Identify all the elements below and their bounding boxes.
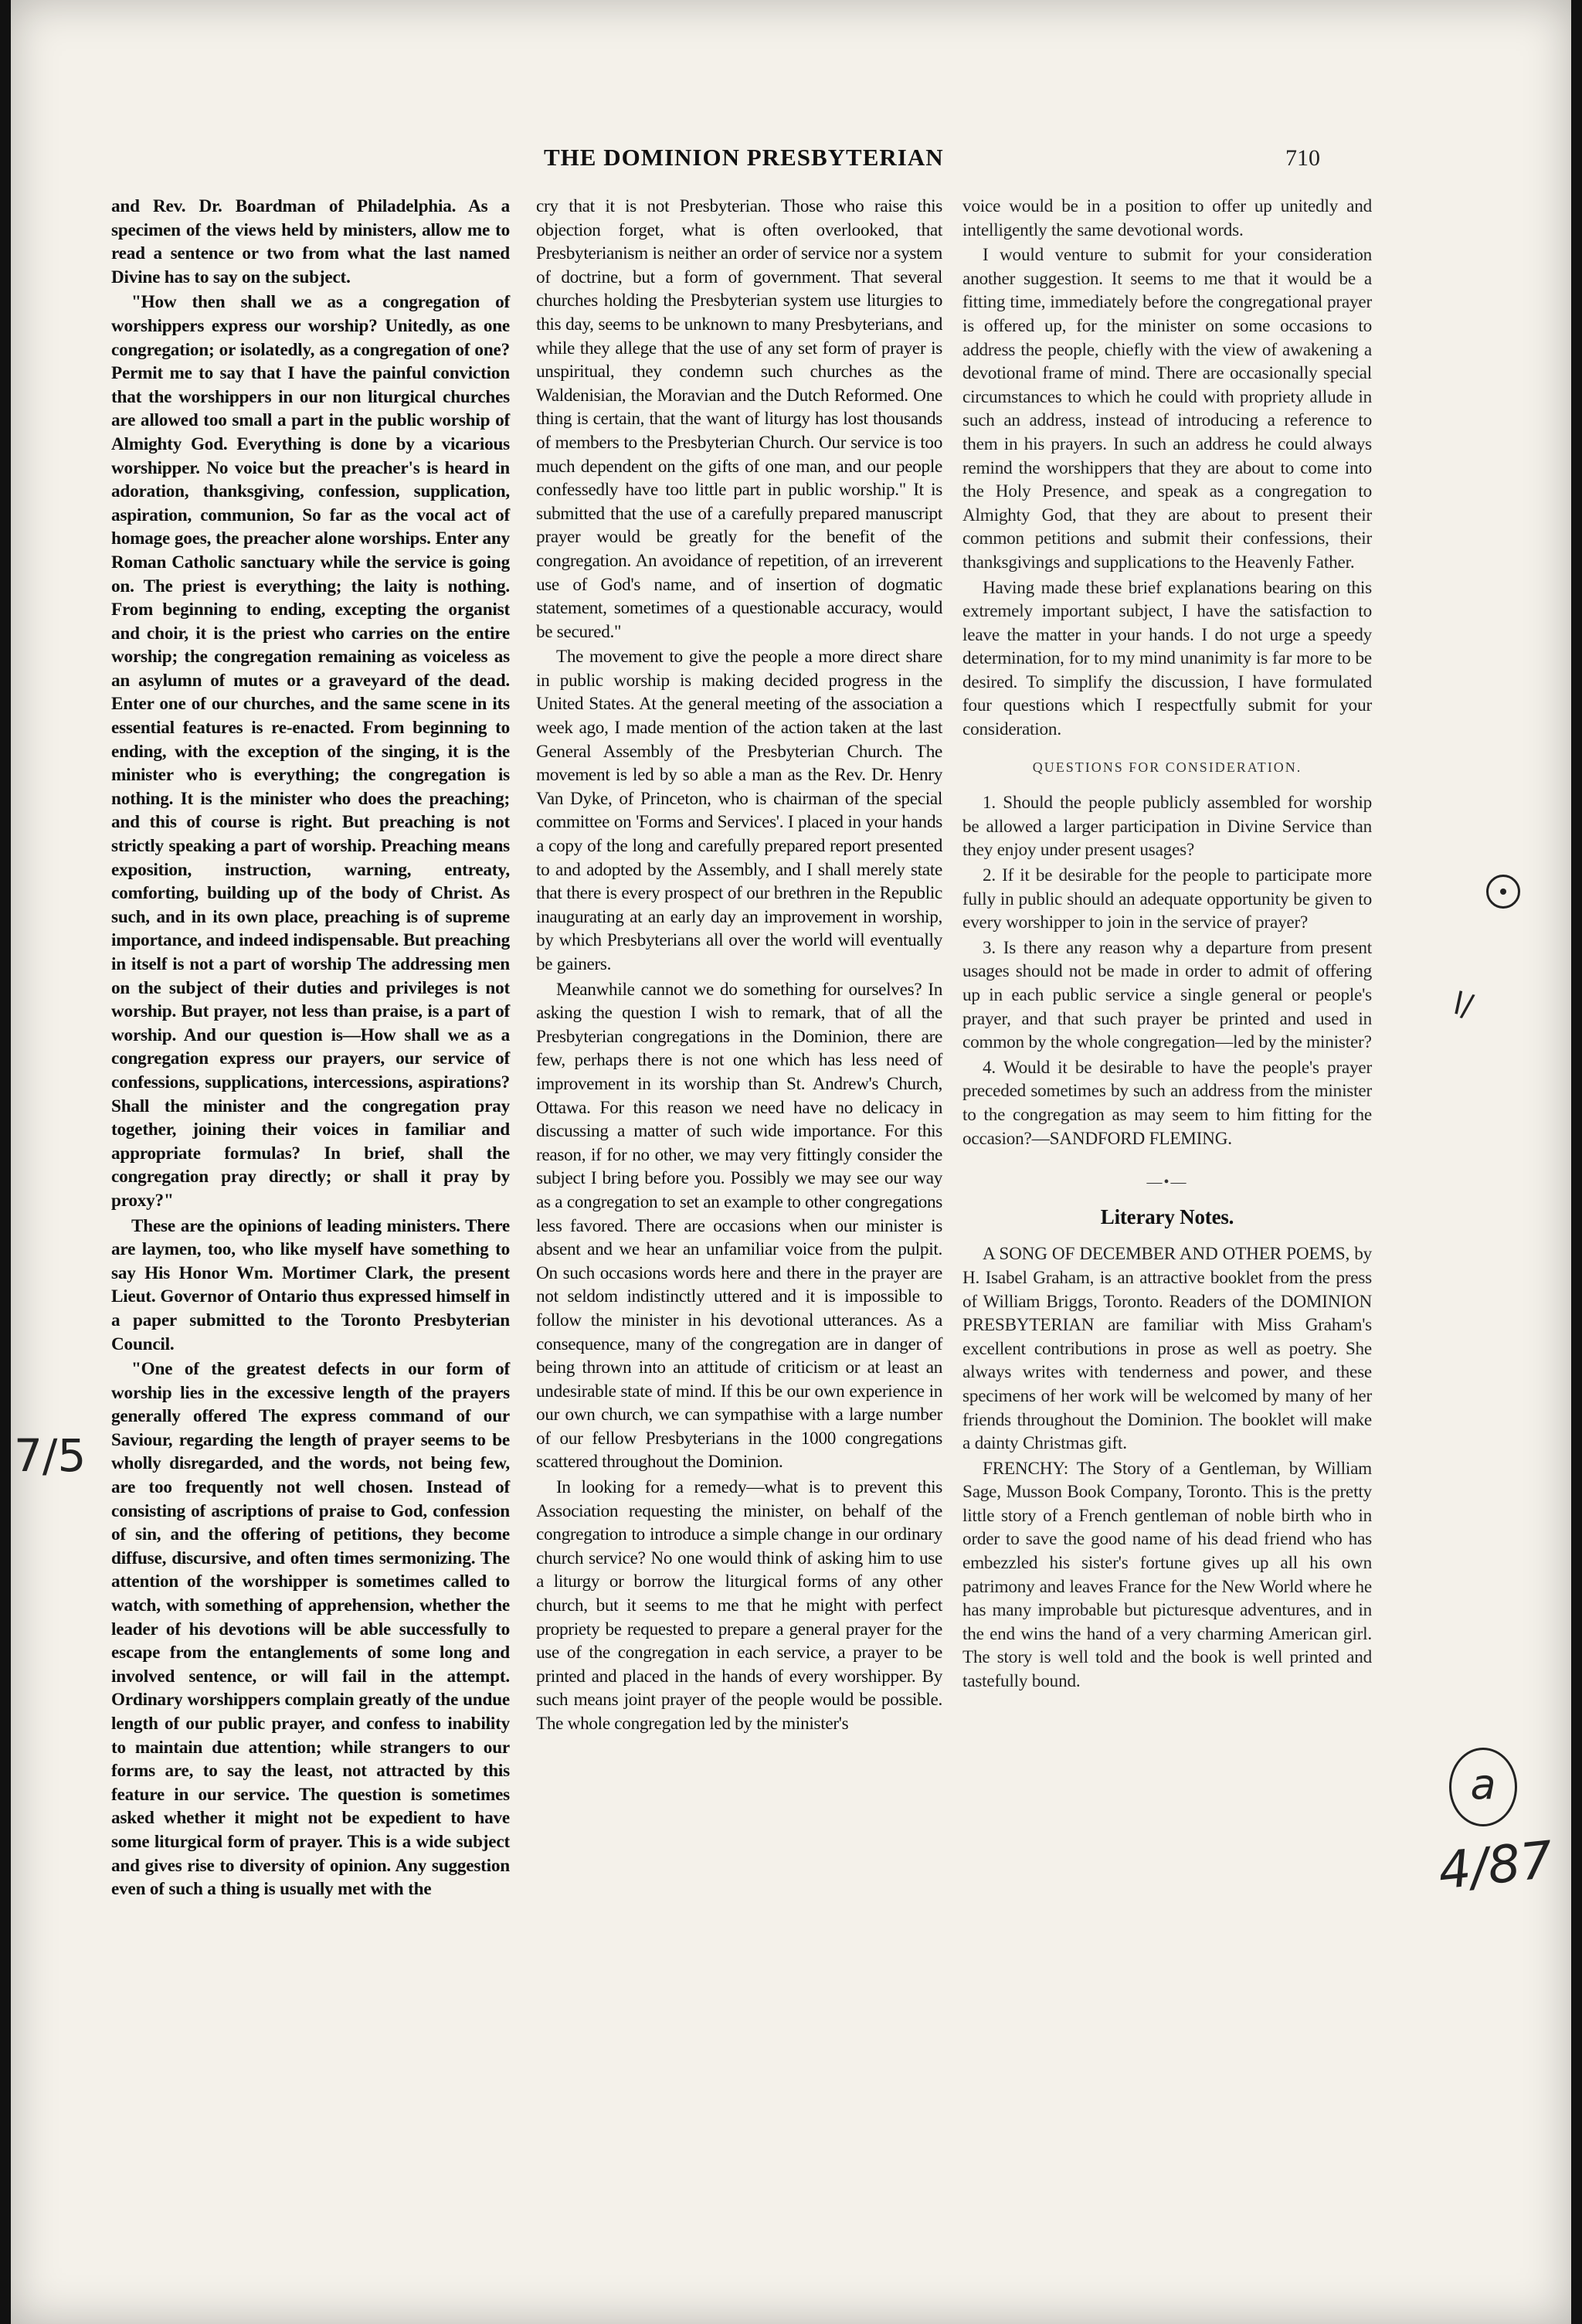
col2-paragraph-2: The movement to give the people a more direct share in public worship is making decided progress in the United States. At the general meeting of the association a week ago, I made mention of the action taken at the last General Assembly of the Presbyterian Church. The movement is led by so able a man as the Rev. Dr. Henry Van Dyke, of Princeton, who is chairman of the special committee on 'Forms and Services'. I placed in your hands a copy of the long and carefully prepared report presented to and adopted by the Assembly, and I shall merely state that there is every prospect of our brethren in the Republic inaugurating at an early day an improvement in worship, by which Presbyterians all over the world will eventually be gainers. — [536, 647, 942, 974]
col2-paragraph-3: Meanwhile cannot we do something for ourselves? In asking the question I wish to remark, that of all the Presbyterian congregations in the Dominion, there are few, perhaps there is not one which has less need of improvement in its worship than St. Andrew's Church, Ottawa. For this reason we need have no delicacy in discussing a matter of such wide importance. For this reason, if for no other, we may very fittingly consider the subject I bring before you. Possibly we may see our way as a congregation to set an example to other congregations less favored. There are occasions when our minister is absent and we hear an unfamiliar voice from the pulpit. On such occasions words here and there in the prayer are not seldom indistinctly uttered and it is impossible to follow the minister in his devotional utterances. As a consequence, many of the congregation are in danger of being thrown into an attitude of criticism or at least an undesirable state of mind. If this be our own experience in our own church, we can sympathise with a large number of our fellow Presbyterians in the 1000 congregations scattered throughout the Dominion. — [536, 979, 942, 1473]
section-divider: —•— — [1146, 1174, 1188, 1191]
col1-paragraph-2: "How then shall we as a congregation of worshippers express our worship? Unitedly, as one congregation; or isolatedly, as a congregation of one? Permit me to say that I have the painful conviction that the worshippers in our non liturgical churches are allowed too small a part in the public worship of Almighty God. Everything is done by a vicarious worshipper. No voice but the preacher's is heard in adoration, thanksgiving, confession, supplication, aspiration, communion, So far as the vocal act of homage goes, the preacher alone worships. Enter any Roman Catholic sanctuary while the service is going on. The priest is everything; the laity is nothing. From beginning to ending, excepting the organist and choir, it is the priest who carries on the entire worship; the congregation remaining as voiceless as an asylumn of mutes or a graveyard of the dead. Enter one of our churches, and the same scene in its essential features is re-enacted. From beginning to ending, with the exception of the singing, it is the minister who is everything; the congregation is nothing. It is the minister who does the preaching; and this of course is right. But preaching is not strictly speaking a part of worship. Preaching means exposition, instruction, warning, entreaty, comforting, building up of the body of Christ. As such, and in its own place, preaching is of supreme importance, and indeed indispensable. But preaching in itself is not a part of worship The addressing men on the subject of their duties and privileges is not worship. But prayer, not less than praise, is a part of worship. And our question is—How shall we as a congregation express our prayers, our service of confessions, supplications, intercessions, aspirations? Shall the minister and the congregation pray together, joining their voices in familiar and appropriate formulas? In brief, shall the congregation pray directly; or shall it pray by proxy?" — [111, 292, 510, 1211]
circled-dot-mark — [1486, 875, 1520, 909]
literary-note-2: FRENCHY: The Story of a Gentleman, by William Sage, Musson Book Company, Toronto. This is the pretty little story of a French gentleman of noble birth who in order to save the good name of his dead friend who has embezzled his sister's fortune gives up all his own patrimony and leaves France for the New World where he has many improbable but picturesque adventures, and in the end wins the hand of a very charming American girl. The story is well told and the book is well printed and tastefully bound. — [962, 1458, 1372, 1692]
question-3: 3. Is there any reason why a departure from present usages should not be made in order to admit of offering up in each public service a single general or people's prayer, and that such prayer be printed and used in common by the whole congregation—led by the minister? — [962, 937, 1372, 1053]
col1-paragraph-4: "One of the greatest defects in our form of worship lies in the excessive length of the prayers generally offered The express command of our Saviour, regarding the length of prayer seems to be wholly disregarded, and the words, not being few, are too frequently not well chosen. Instead of consisting of ascriptions of praise to God, confession of sin, and the offering of petitions, they become diffuse, discursive, and often times sermonizing. The attention of the worshipper is sometimes called to watch, with something of apprehension, whether the leader of his devotions will be able successfully to escape from the entanglements of some long and involved sentence, or will fail in the attempt. Ordinary worshippers complain greatly of the undue length of our public prayer, and confess to inability to maintain due attention; while strangers to our forms are, to say the least, not attracted by this feature in our service. The question is sometimes asked whether it might not be expedient to have some liturgical form of prayer. This is a wide subject and gives rise to diversity of opinion. Any suggestion even of such a thing is usually met with the — [111, 1359, 510, 1900]
literary-note-1: A SONG OF DECEMBER AND OTHER POEMS, by H. Isabel Graham, is an attractive booklet from the press of William Briggs, Toronto. Readers of the DOMINION PRESBYTERIAN are familiar with Miss Graham's excellent contributions in prose as well as poetry. She always writes with tenderness and power, and these specimens of her work will be welcomed by many of her friends throughout the Dominion. The booklet will make a dainty Christmas gift. — [962, 1244, 1372, 1454]
question-1: 1. Should the people publicly assembled for worship be allowed a larger participation in Divine Service than they enjoy under present usages? — [962, 793, 1372, 861]
column-3 — [962, 195, 1372, 1695]
column-2 — [536, 195, 942, 1738]
col1-paragraph-1: and Rev. Dr. Boardman of Philadelphia. As a specimen of the views held by ministers, allow me to read a sentence or two from what the last named Divine has to say on the subject. — [111, 196, 510, 287]
col3-paragraph-3: Having made these brief explanations bearing on this extremely important subject, I have the satisfaction to leave the matter in your hands. I do not urge a speedy determination, for to my mind unanimity is far more to be desired. To simplify the discussion, I have formulated four questions which I respectfully submit for your consideration. — [962, 577, 1372, 740]
page-number: 710 — [1285, 145, 1320, 171]
col1-paragraph-3: These are the opinions of leading ministers. There are laymen, too, who like myself have something to say His Honor Wm. Mortimer Clark, the present Lieut. Governor of Ontario thus expressed himself in a paper submitted to the Toronto Presbyterian Council. — [111, 1215, 510, 1354]
newspaper-page — [11, 0, 1571, 2324]
question-2: 2. If it be desirable for the people to participate more fully in public should an adequate opportunity be given to every worshipper to join in the service of prayer? — [962, 865, 1372, 933]
col2-paragraph-4: In looking for a remedy—what is to prevent this Association requesting the minister, on behalf of the congregation to introduce a simple change in our ordinary church service? No one would think of asking him to use a liturgy or borrow the liturgical forms of any other church, but it seems to me that he might with perfect propriety be requested to prepare a general prayer for the use of the congregation in each service, a prayer to be printed and placed in the hands of every worshipper. By such means joint prayer of the people would be possible. The whole congregation led by the minister's — [536, 1477, 942, 1734]
publication-title: THE DOMINION PRESBYTERIAN — [544, 144, 944, 171]
handwritten-left-annotation: 7/5 — [14, 1429, 87, 1482]
literary-notes-heading: Literary Notes. — [1100, 1204, 1234, 1228]
handwritten-margin-mark: l/ — [1450, 985, 1477, 1025]
page-header — [11, 144, 1571, 182]
question-4: 4. Would it be desirable to have the people's prayer preceded sometimes by such an address from the minister to the congregation as may seem to him fitting for the occasion?—SANDFORD FLEMING. — [962, 1057, 1372, 1149]
col3-paragraph-1: voice would be in a position to offer up unitedly and intelligently the same devotional words. — [962, 196, 1372, 240]
col3-paragraph-2: I would venture to submit for your consideration another suggestion. It seems to me that it would be a fitting time, immediately before the congregational prayer is offered up, for the minister on some occasions to address the people, chiefly with the view of awakening a devotional frame of mind. There are occasionally special circumstances to which he could with propriety allude in such an address, instead of introducing a reference to them in his prayers. In such an address he could always remind the worshippers that they are about to come into the Holy Presence, and speak as a congregation to Almighty God, that they are about to present their common petitions and submit their confessions, their thanksgivings and supplications to the Heavenly Father. — [962, 245, 1372, 573]
handwritten-right-annotation: 4/87 — [1435, 1830, 1556, 1901]
questions-heading: QUESTIONS FOR CONSIDERATION. — [1032, 759, 1302, 775]
handwritten-circled-letter: a — [1449, 1748, 1517, 1826]
column-1 — [111, 195, 510, 1903]
col2-paragraph-1: cry that it is not Presbyterian. Those who raise this objection forget, what is often overlooked, that Presbyterianism is neither an order of service nor a system of doctrine, but a form of government. That several churches holding the Presbyterian system use liturgies to this day, seems to be unknown to many Presbyterians, and while they allege that the use of any set form of prayer is unspiritual, they condemn such churches as the Waldenisian, the Moravian and the Dutch Reformed. One thing is certain, that the want of liturgy has lost thousands of members to the Presbyterian Church. Our service is too much dependent on the gifts of one man, and our people confessedly have too little part in public worship." It is submitted that the use of a carefully prepared manuscript prayer would be greatly for the benefit of the congregation. An avoidance of repetition, of an irreverent use of God's name, and of insertion of dogmatic statement, sometimes of a questionable accuracy, would be secured." — [536, 196, 942, 642]
